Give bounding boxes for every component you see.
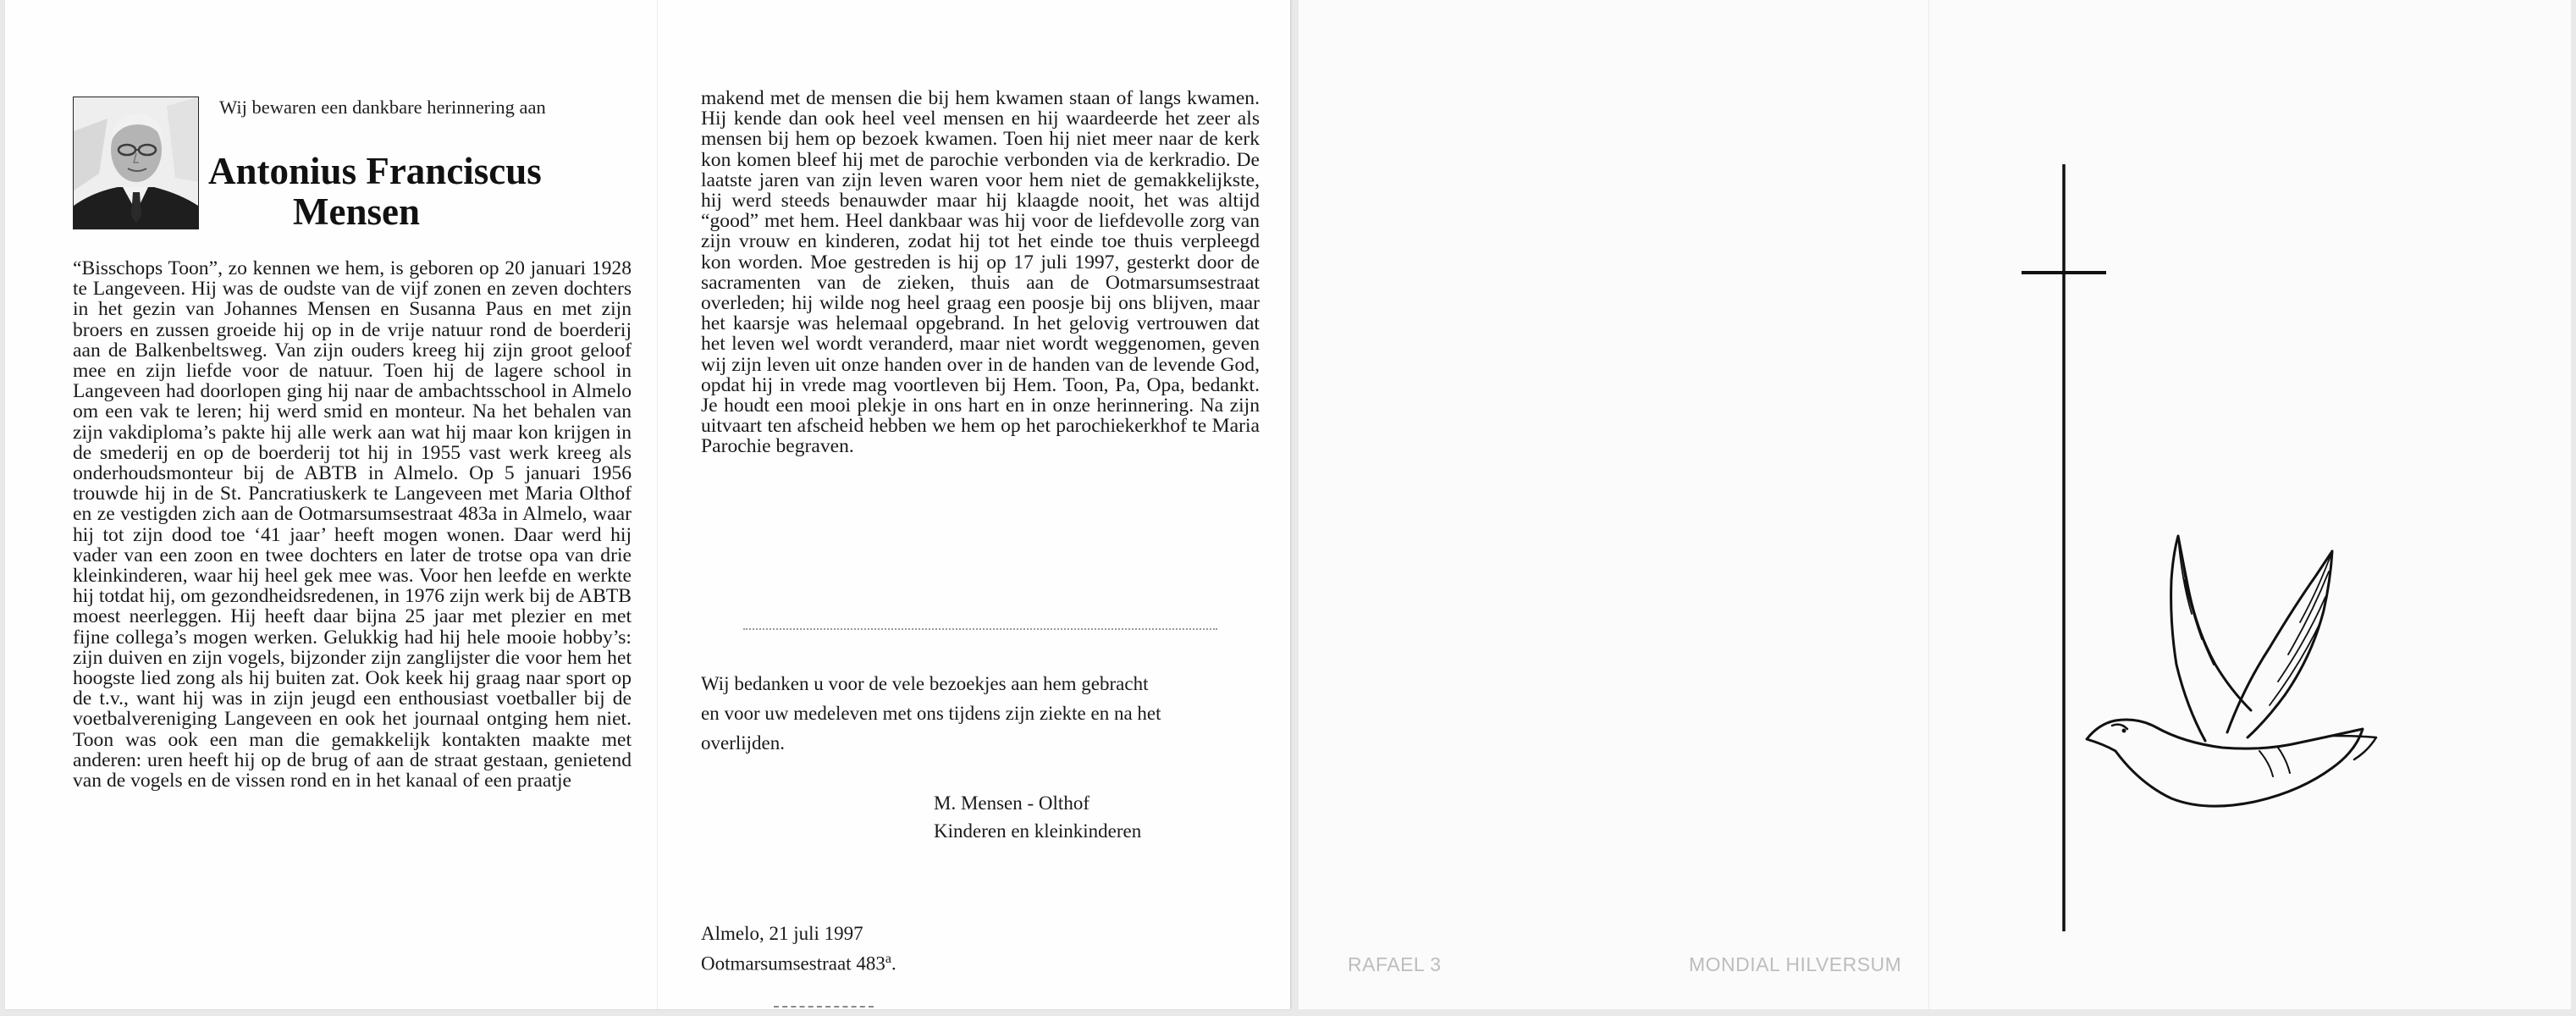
fold-line <box>657 0 658 1009</box>
signer-name: M. Mensen - Olthof <box>934 792 1089 814</box>
biography-paragraph: makend met de mensen die bij hem kwamen staan of langs kwamen. Hij kende dan ook heel veel mensen en hij waardeerde het zeer als mensen bij hem op bezoek kwamen. Toen hij niet meer naar de kerk kon komen bleef hij met de parochie verbonden via de kerkradio. De laatste jaren van zijn leven waren voor hem niet de gemakkelijkste, hij werd steeds benauwder maar hij klaagde nooit, het was altijd “good” met hem. Heel dankbaar was hij voor de liefdevolle zorg van zijn vrouw en kinderen, zodat hij tot het einde toe thuis verpleegd kon worden. Moe gestreden is hij op 17 juli 1997, gesterkt door de sacramenten van de zieken, thuis aan de Ootmarsumsestraat overleden; hij wilde nog heel graag een poosje bij ons blijven, maar het kaarsje was helemaal opgebrand. In het gelovig vertrouwen dat het leven wel wordt veranderd, maar niet wordt weggenomen, geven wij zijn leven uit onze handen over in de handen van de levende God, opdat hij in vrede mag voortleven bij Hem. Toon, Pa, Opa, bedankt. Je houdt een mooi plekje in ons hart en in onze herinnering. Na zijn uitvaart ten afscheid hebben we hem op het parochiekerkhof te Maria Parochie begraven. <box>701 87 1260 458</box>
printer-imprint-right: MONDIAL HILVERSUM <box>1689 953 1902 975</box>
card-cover <box>1299 0 2571 1009</box>
card-inside <box>5 0 1290 1009</box>
address-suffix: a <box>885 952 891 966</box>
deceased-name <box>208 150 542 233</box>
thanks-line: Wij bedanken u voor de vele bezoekjes aan hem gebracht <box>701 673 1149 694</box>
biography-paragraph: “Bisschops Toon”, zo kennen we hem, is geboren op 20 januari 1928 te Langeveen. Hij was de oudste van de vijf zonen en zeven dochters in het gezin van Johannes Mensen en Susanna Paus en met zijn broers en zussen groeide hij op in de vrije natuur rond de boerderij aan de Balkenbeltsweg. Van zijn ouders kreeg hij zijn groot geloof mee en zijn liefde voor de natuur. Toen hij de lagere school in Langeveen had doorlopen ging hij naar de ambachtsschool in Almelo om een vak te leren; hij werd smid en monteur. Na het behalen van zijn vakdiploma’s pakte hij alle werk aan wat hij maar kon krijgen in de smederij en op de boerderij tot hij in 1955 vast werk kreeg als onderhoudsmonteur bij de ABTB in Almelo. Op 5 januari 1956 trouwde hij in de St. Pancratiuskerk te Langeveen met Maria Olthof en ze vestigden zich aan de Ootmarsumsestraat 483a in Almelo, waar hij tot zijn dood toe ‘41 jaar’ heeft mogen wonen. Daar werd hij vader van een zoon en twee dochters en later de trotse opa van drie kleinkinderen, waar hij heel gek mee was. Voor hen leefde en werkte hij totdat hij, om gezondheidsredenen, in 1976 zijn werk bij de ABTB moest neerleggen. Hij heeft daar bijna 25 jaar met plezier en met fijne collega’s mogen werken. Gelukkig had hij hele mooie hobby’s: zijn duiven en zijn vogels, bijzonder zijn zanglijster die voor hem het hoogste lied zong als hij buiten zat. Ook keek hij graag naar sport op de t.v., want hij was in zijn jeugd een enthousiast voetballer bij de voetbalvereniging Langeveen en ook het journaal ontging hem niet. Toon was ook een man die gemakkelijk kontakten maakte met anderen: uren heeft hij op de brug of aan de straat gestaan, genietend van de vogels en de vissen rond en in het kanaal of een praatje <box>73 257 632 792</box>
dove-icon <box>2078 529 2434 834</box>
name-last-line: Mensen <box>293 190 420 233</box>
biography-column-left <box>73 258 632 791</box>
address-end: . <box>891 952 896 975</box>
address-street: Ootmarsumsestraat 483 <box>701 952 885 975</box>
biography-column-right <box>701 88 1260 457</box>
address <box>701 947 1124 977</box>
thanks-line: overlijden. <box>701 732 785 754</box>
signer-family: Kinderen en kleinkinderen <box>934 820 1142 842</box>
printer-imprint-left: RAFAEL 3 <box>1348 953 1442 975</box>
place-date: Almelo, 21 juli 1997 <box>701 923 863 944</box>
fold-line <box>1928 0 1929 1009</box>
place-and-address <box>701 921 1124 977</box>
signatories <box>934 789 1272 845</box>
name-first-line: Antonius Franciscus <box>208 150 542 192</box>
thanks-message <box>701 669 1294 758</box>
dotted-divider <box>743 628 1217 630</box>
intro-line: Wij bewaren een dankbare herinnering aan <box>219 97 546 118</box>
edge-mark <box>774 1006 874 1008</box>
thanks-line: en voor uw medeleven met ons tijdens zijn ziekte en na het <box>701 703 1161 724</box>
portrait-photo <box>73 97 199 229</box>
